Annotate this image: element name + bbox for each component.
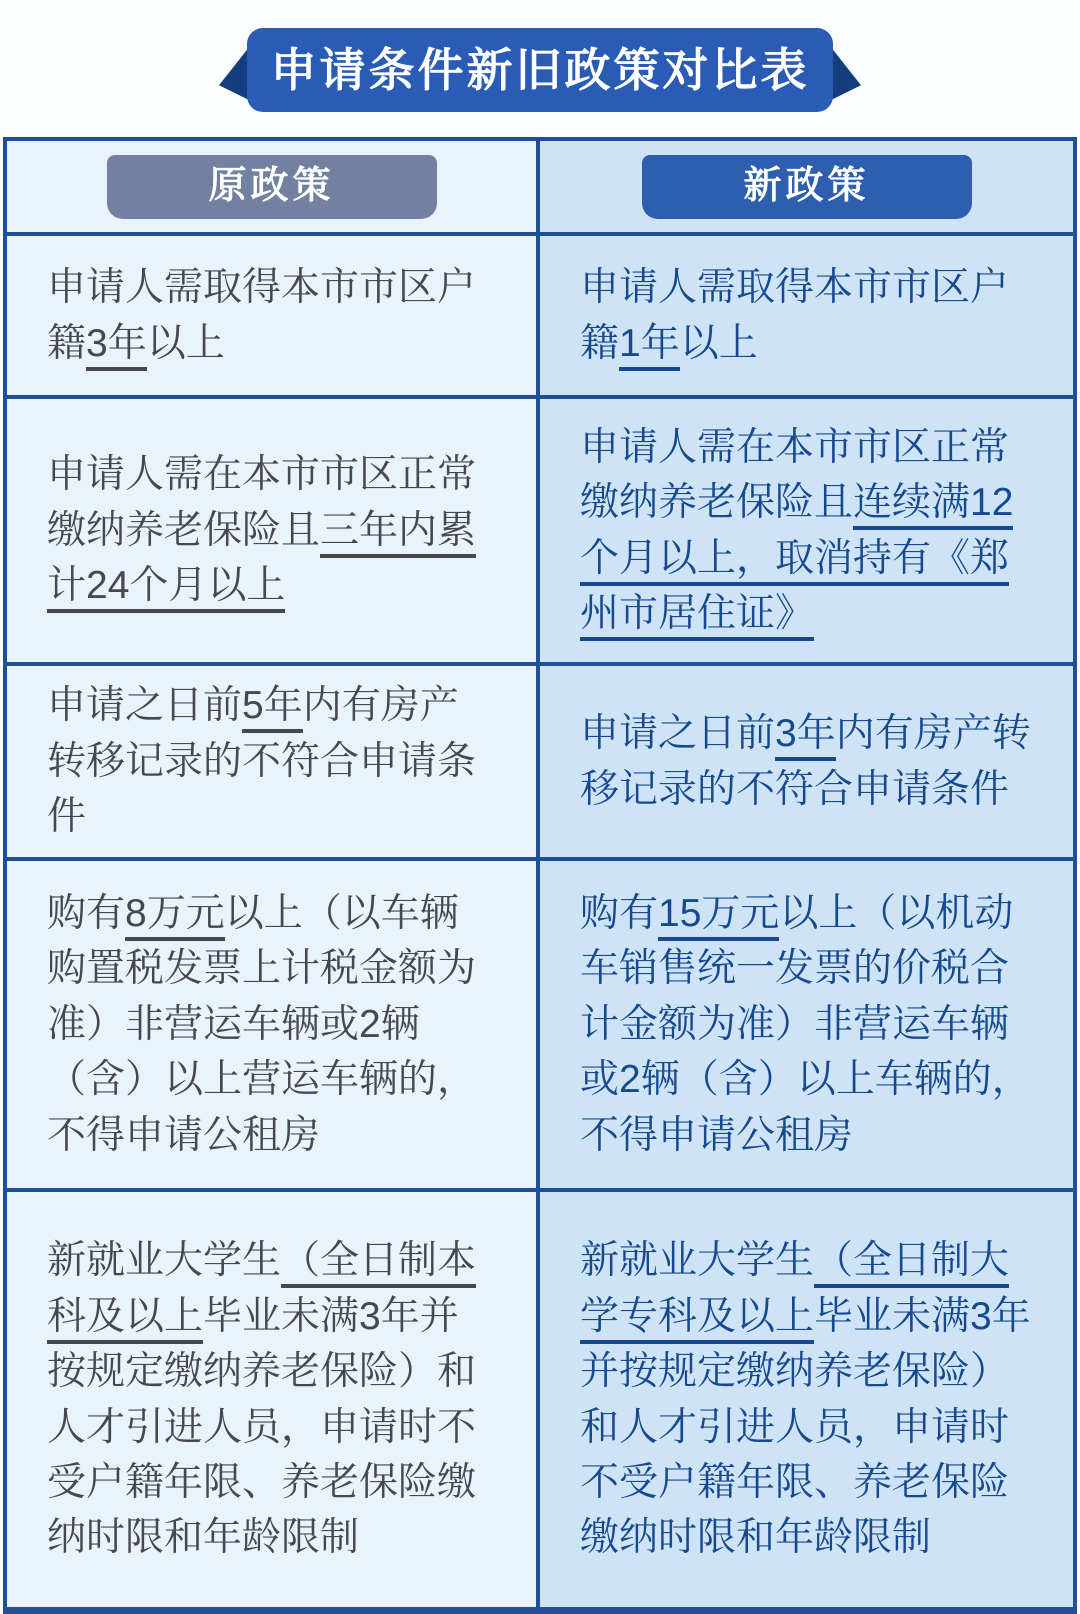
page-title-banner xyxy=(247,28,833,112)
new-policy-text-row2 xyxy=(580,420,1033,642)
column-header-old-policy xyxy=(7,141,540,236)
old-policy-text-row1 xyxy=(47,260,496,371)
changed-value-underlined: 3年 xyxy=(775,712,836,761)
policy-text-segment: 新就业大学生 xyxy=(47,1239,282,1283)
changed-value-underlined: 5年 xyxy=(242,684,303,733)
policy-text-segment: 以上 xyxy=(679,321,758,365)
cell-old-row2 xyxy=(7,399,540,666)
old-policy-text-row4 xyxy=(47,886,496,1163)
changed-value-underlined: （全日制大学专科及以上 xyxy=(580,1239,1009,1343)
policy-text-segment: 申请之日前 xyxy=(580,712,776,756)
policy-text-segment: 申请人需在本市市区正常缴纳养老保险且 xyxy=(580,425,1010,525)
old-policy-ribbon xyxy=(107,155,437,219)
old-policy-text-row3 xyxy=(47,678,496,844)
changed-value-underlined: （全日制本科及以上 xyxy=(47,1239,476,1343)
new-policy-text-row3 xyxy=(580,706,1033,817)
policy-text-segment: 内有房产转移记录的不符合申请条件 xyxy=(580,712,1031,811)
policy-text-segment: 以上 xyxy=(146,321,225,365)
old-policy-label: 原政策 xyxy=(208,164,335,207)
cell-old-row4 xyxy=(7,861,540,1192)
policy-text-segment: 毕业未满3年并按规定缴纳养老保险）和人才引进人员，申请时不受户籍年限、养老保险缴纳时限和年龄限制 xyxy=(47,1294,477,1560)
changed-value-underlined: 15万元 xyxy=(658,892,779,941)
policy-text-segment: 申请人需在本市市区正常缴纳养老保险且 xyxy=(47,453,477,552)
cell-old-row3 xyxy=(7,666,540,861)
changed-value-underlined: 8万元 xyxy=(125,892,225,941)
changed-value-underlined: 三年内累计24个月以上 xyxy=(47,509,476,613)
new-policy-text-row5 xyxy=(580,1233,1033,1565)
policy-text-segment: 申请人需取得本市市区户籍 xyxy=(580,266,1010,365)
comparison-table xyxy=(3,137,1077,1614)
cell-new-row5 xyxy=(540,1192,1073,1607)
cell-new-row3 xyxy=(540,666,1073,861)
policy-text-segment: 购有 xyxy=(47,892,126,936)
new-policy-text-row4 xyxy=(580,886,1033,1163)
cell-new-row2 xyxy=(540,399,1073,666)
cell-new-row4 xyxy=(540,861,1073,1192)
policy-text-segment: 申请之日前 xyxy=(47,684,243,728)
old-policy-text-row5 xyxy=(47,1233,496,1565)
page-title: 申请条件新旧政策对比表 xyxy=(270,44,810,96)
changed-value-underlined: 连续满12个月以上，取消持有《郑州市居住证》 xyxy=(580,481,1013,641)
column-header-new-policy xyxy=(540,141,1073,236)
policy-text-segment: 以上（以机动车销售统一发票的价税合计金额为准）非营运车辆或2辆（含）以上车辆的，不得申请公租房 xyxy=(580,892,1031,1157)
changed-value-underlined: 3年 xyxy=(86,322,147,371)
policy-text-segment: 毕业未满3年并按规定缴纳养老保险）和人才引进人员，申请时不受户籍年限、养老保险缴纳时限和年龄限制 xyxy=(580,1294,1031,1560)
policy-text-segment: 内有房产转移记录的不符合申请条件 xyxy=(47,684,477,839)
changed-value-underlined: 1年 xyxy=(619,322,680,371)
new-policy-label: 新政策 xyxy=(743,164,870,207)
cell-old-row1 xyxy=(7,236,540,399)
old-policy-text-row2 xyxy=(47,447,496,613)
cell-new-row1 xyxy=(540,236,1073,399)
policy-text-segment: 购有 xyxy=(580,892,659,936)
cell-old-row5 xyxy=(7,1192,540,1607)
policy-text-segment: 以上（以车辆购置税发票上计税金额为准）非营运车辆或2辆（含）以上营运车辆的，不得申请公租房 xyxy=(47,892,477,1157)
policy-text-segment: 申请人需取得本市市区户籍 xyxy=(47,266,477,365)
policy-text-segment: 新就业大学生 xyxy=(580,1239,815,1283)
new-policy-ribbon xyxy=(642,155,972,219)
new-policy-text-row1 xyxy=(580,260,1033,371)
